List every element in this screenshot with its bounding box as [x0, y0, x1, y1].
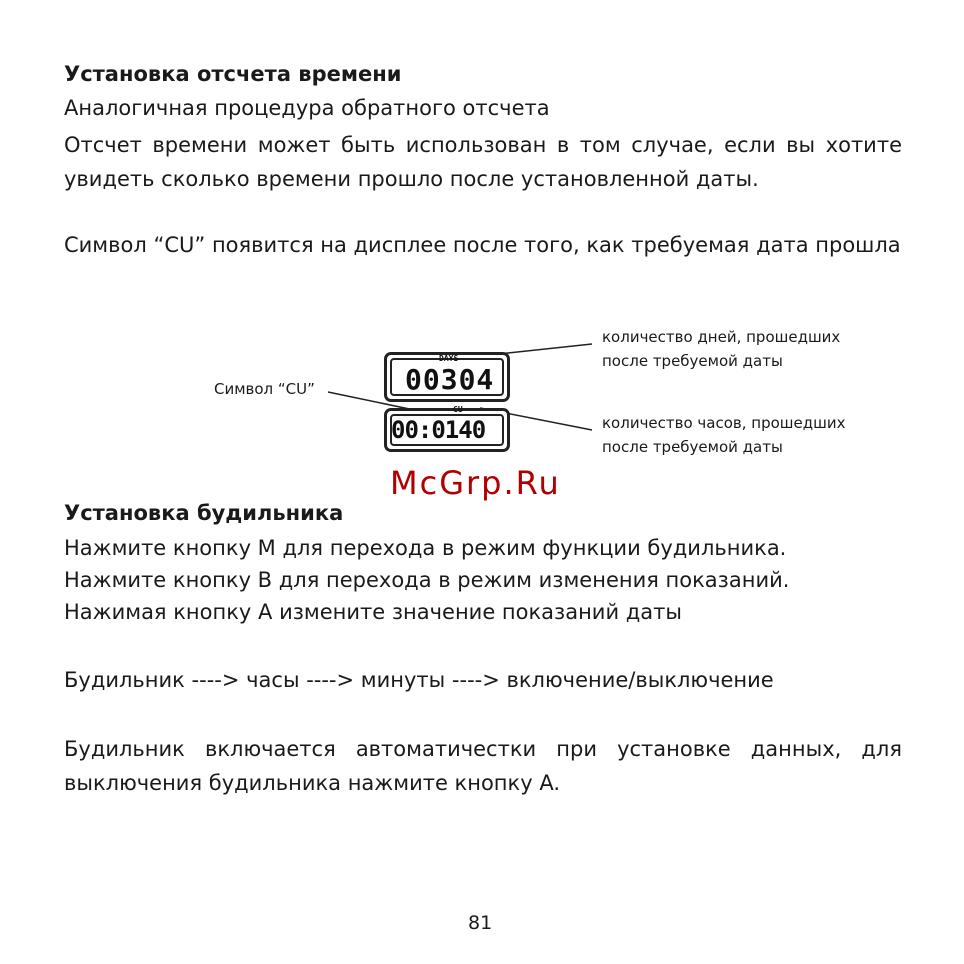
section-title-countup: Установка отсчета времени: [64, 62, 402, 86]
lcd-days-display: [384, 352, 510, 402]
days-label-line2: после требуемой даты: [602, 352, 783, 370]
lcd-hours-display: [384, 405, 510, 452]
countup-paragraph: Отсчет времени может быть использован в том случае, если вы хотите увидеть сколько времени прошло после установленной даты.: [64, 133, 902, 191]
cu-symbol-paragraph: Символ “CU” появится на дисплее после того, как требуемая дата прошла: [64, 233, 901, 257]
days-tag: DAYS: [439, 354, 459, 363]
section-title-alarm: Установка будильника: [64, 501, 344, 525]
alarm-instruction-3: Нажимая кнопку A измените значение показаний даты: [64, 600, 682, 624]
alarm-paragraph: Будильник включается автоматичестки при установке данных, для выключения будильника нажмите кнопку A.: [64, 737, 902, 795]
hours-value: 00:0140: [391, 416, 486, 444]
hours-label-line2: после требуемой даты: [602, 438, 783, 456]
page-number: 81: [468, 912, 493, 934]
alarm-instruction-2: Нажмите кнопку B для перехода в режим изменения показаний.: [64, 568, 790, 592]
alarm-sequence: Будильник ----> часы ----> минуты ----> включение/выключение: [64, 668, 774, 692]
days-label-line1: количество дней, прошедших: [602, 328, 841, 346]
cu-symbol: CU: [453, 405, 463, 414]
watermark: McGrp.Ru: [390, 464, 561, 502]
section-subtitle: Аналогичная процедура обратного отсчета: [64, 96, 550, 120]
days-value: 00304: [405, 363, 495, 396]
hours-label-line1: количество часов, прошедших: [602, 414, 846, 432]
cu-symbol-label: Символ “CU”: [214, 380, 315, 398]
alarm-instruction-1: Нажмите кнопку M для перехода в режим функции будильника.: [64, 536, 787, 560]
watch-display-figure: [0, 320, 964, 470]
